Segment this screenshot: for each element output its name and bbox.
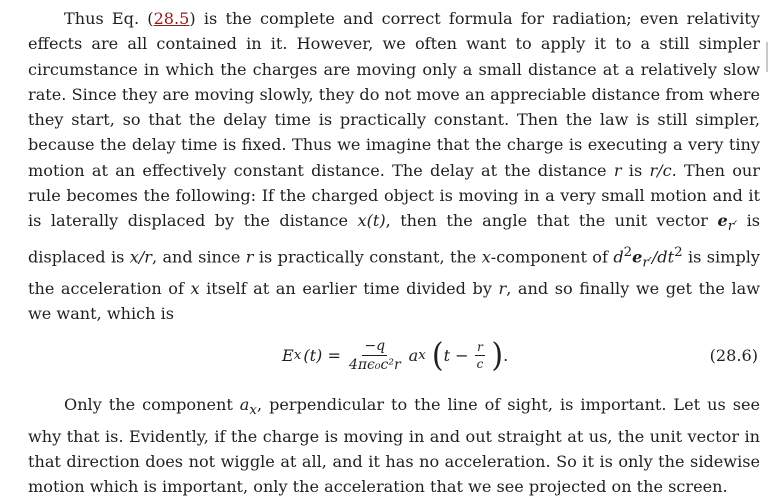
eq-acceleration-sub: x <box>418 348 426 364</box>
equation-28-6 <box>28 326 760 392</box>
math-x-over-r: x/r <box>129 247 152 267</box>
text: . Then our rule becomes the following: If the charged object is moving in a very small motion and it is laterally displaced by the distance <box>28 160 760 231</box>
math-d-sup: 2 <box>623 244 633 260</box>
text: Only the component <box>64 395 240 415</box>
text: itself at an earlier time divided by <box>199 278 499 298</box>
eq-numerator: −q <box>364 338 386 355</box>
math-r: r <box>245 247 254 267</box>
equation-link-28-5[interactable]: 28.5 <box>153 9 190 28</box>
eq-period: . <box>503 346 509 366</box>
text: is simply the acceleration of <box>28 247 760 298</box>
text: , then the angle that the unit vector <box>385 211 718 231</box>
document-page <box>28 6 760 500</box>
math-dt-sup: 2 <box>674 244 683 260</box>
eq-inner-fraction <box>475 340 486 371</box>
math-x: x <box>190 278 200 298</box>
text: , perpendicular to the line of sight, is important. Let us see why that is. Evidently, if the charge is moving in and out straight at us, the unit vector in that direction does not wiggle at all, and it has no acceleration. So it is only the sidewise motion which is important, only the acceleration that we see projected on the screen. <box>28 395 761 497</box>
eq-open-paren: ( <box>431 336 444 375</box>
math-r: r <box>498 278 507 298</box>
eq-denominator: 4πϵ₀c²r <box>348 357 401 374</box>
paragraph-radiation-formula <box>28 6 760 326</box>
equation-number: (28.6) <box>709 346 758 366</box>
math-unit-vector: e <box>632 247 643 267</box>
eq-lhs-sub: x <box>293 348 302 364</box>
math-unit-vector-sub: r′ <box>727 219 738 235</box>
math-dt: /dt <box>651 247 675 267</box>
eq-acceleration: a <box>408 346 419 366</box>
math-d: d <box>613 247 624 267</box>
paragraph-component <box>28 392 760 499</box>
scrollbar-thumb[interactable] <box>766 42 768 72</box>
eq-close-paren: ) <box>491 336 504 375</box>
math-a: a <box>239 395 250 415</box>
text: is displaced is <box>28 211 760 267</box>
eq-inner-numerator: r <box>477 340 483 355</box>
eq-fraction <box>347 338 403 373</box>
text: is practically constant, the <box>253 247 482 267</box>
eq-lhs-arg: (t) = <box>303 346 341 366</box>
text: is <box>621 160 650 180</box>
text: ) is the complete and correct formula for radiation; even relativity effects are all contained in it. However, we often want to apply it to a still simpler circumstance in which the charges are moving only a small distance at a relatively slow rate. Since they are moving slowly, they do not move an appreciable distance from where they start, so that the delay time is practically constant. Then the law is still simpler, because the delay time is fixed. Thus we imagine that the charge is executing a very tiny motion at an effectively constant distance. The delay at the distance <box>28 9 760 180</box>
math-x-of-t: x(t) <box>357 211 386 231</box>
equation-body <box>282 338 508 373</box>
eq-t-minus: t − <box>443 346 469 366</box>
text: Thus Eq. ( <box>64 9 154 28</box>
math-r: r <box>613 160 622 180</box>
math-a-sub: x <box>249 403 257 419</box>
math-x: x <box>481 247 491 267</box>
text: , and so finally we get the law we want, which is <box>28 278 761 324</box>
math-unit-vector: e <box>717 211 728 231</box>
eq-inner-denominator: c <box>476 357 484 372</box>
text: , and since <box>151 247 246 267</box>
math-unit-vector-sub: r′ <box>642 255 652 271</box>
math-r-over-c: r/c <box>649 160 672 180</box>
text: -component of <box>490 247 614 267</box>
eq-lhs-e: E <box>282 346 294 366</box>
